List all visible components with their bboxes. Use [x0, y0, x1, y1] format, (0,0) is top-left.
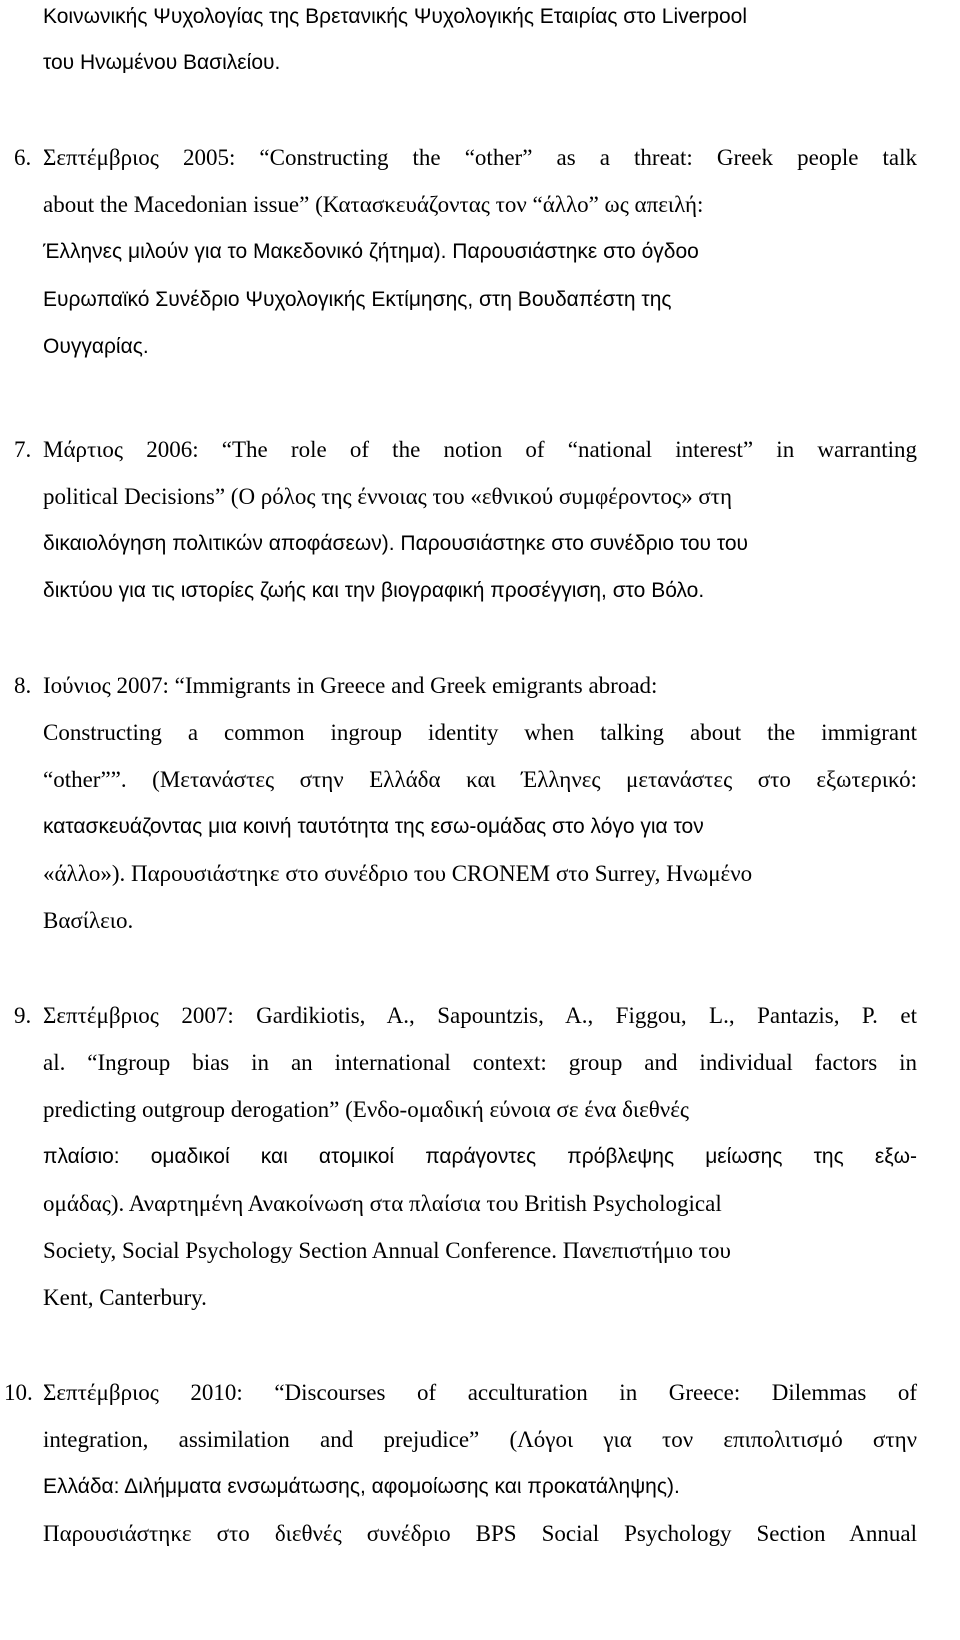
list-item-line: Σεπτέμβριος 2007: Gardikiotis, A., Sapountzis, A., Figgou, L., Pantazis, P. et [43, 1003, 917, 1028]
list-item-line: about the Macedonian issue” (Κατασκευάζοντας τον “άλλο” ως απειλή: [43, 192, 704, 217]
list-item-line: «άλλο»). Παρουσιάστηκε στο συνέδριο του CRONEM στο Surrey, Ηνωμένο [43, 861, 753, 886]
list-item-line: Παρουσιάστηκε στο διεθνές συνέδριο BPS Social Psychology Section Annual [43, 1521, 917, 1546]
list-item-line: κατασκευάζοντας μια κοινή ταυτότητα της εσω-ομάδας στο λόγο για τον [43, 815, 704, 838]
intro-line: του Ηνωμένου Βασιλείου. [43, 51, 281, 74]
list-item-line: Μάρτιος 2006: “The role of the notion of “national interest” in warranting [43, 437, 917, 462]
list-item-line: Σεπτέμβριος 2005: “Constructing the “other” as a threat: Greek people talk [43, 145, 917, 170]
list-item-line: integration, assimilation and prejudice” (Λόγοι για τον επιπολιτισμό στην [43, 1427, 917, 1452]
list-item-line: Βασίλειο. [43, 908, 134, 933]
list-item-line: political Decisions” (Ο ρόλος της έννοιας του «εθνικού συμφέροντος» στη [43, 484, 733, 509]
list-item-line: Ελλάδα: Διλήμματα ενσωμάτωσης, αφομοίωσης και προκατάληψης). [43, 1475, 680, 1498]
list-item-line: Ουγγαρίας. [43, 335, 149, 358]
list-item-line: δικτύου για τις ιστορίες ζωής και την βιογραφική προσέγγιση, στο Βόλο. [43, 579, 705, 602]
list-item-number: 7. [14, 437, 32, 462]
list-item-line: Constructing a common ingroup identity when talking about the immigrant [43, 720, 917, 745]
list-item-number: 10. [4, 1380, 33, 1405]
list-item-line: Society, Social Psychology Section Annual Conference. Πανεπιστήμιο του [43, 1238, 731, 1263]
list-item-line: δικαιολόγηση πολιτικών αποφάσεων). Παρουσιάστηκε στο συνέδριο του του [43, 532, 748, 555]
intro-line: Κοινωνικής Ψυχολογίας της Βρετανικής Ψυχολογικής Εταιρίας στο Liverpool [43, 5, 748, 28]
list-item-number: 6. [14, 145, 32, 170]
list-item-line: predicting outgroup derogation” (Ενδο-ομαδική εύνοια σε ένα διεθνές [43, 1097, 689, 1122]
list-item-line: “other””. (Μετανάστες στην Ελλάδα και Έλληνες μετανάστες στο εξωτερικό: [43, 767, 917, 792]
list-item-number: 8. [14, 673, 32, 698]
list-item-line: Ευρωπαϊκό Συνέδριο Ψυχολογικής Εκτίμησης, στη Βουδαπέστη της [43, 288, 672, 311]
list-item-line: πλαίσιο: ομαδικοί και ατομικοί παράγοντες πρόβλεψης μείωσης της εξω- [43, 1145, 917, 1168]
list-item-line: ομάδας). Αναρτημένη Ανακοίνωση στα πλαίσια του British Psychological [43, 1191, 722, 1216]
list-item-line: Σεπτέμβριος 2010: “Discourses of acculturation in Greece: Dilemmas of [43, 1380, 917, 1405]
list-item-line: Έλληνες μιλούν για το Μακεδονικό ζήτημα). Παρουσιάστηκε στο όγδοο [43, 240, 699, 263]
list-item-line: Kent, Canterbury. [43, 1285, 207, 1310]
list-item-line: al. “Ingroup bias in an international context: group and individual factors in [43, 1050, 917, 1075]
list-item-line: Ιούνιος 2007: “Immigrants in Greece and Greek emigrants abroad: [43, 673, 658, 698]
list-item-number: 9. [14, 1003, 32, 1028]
